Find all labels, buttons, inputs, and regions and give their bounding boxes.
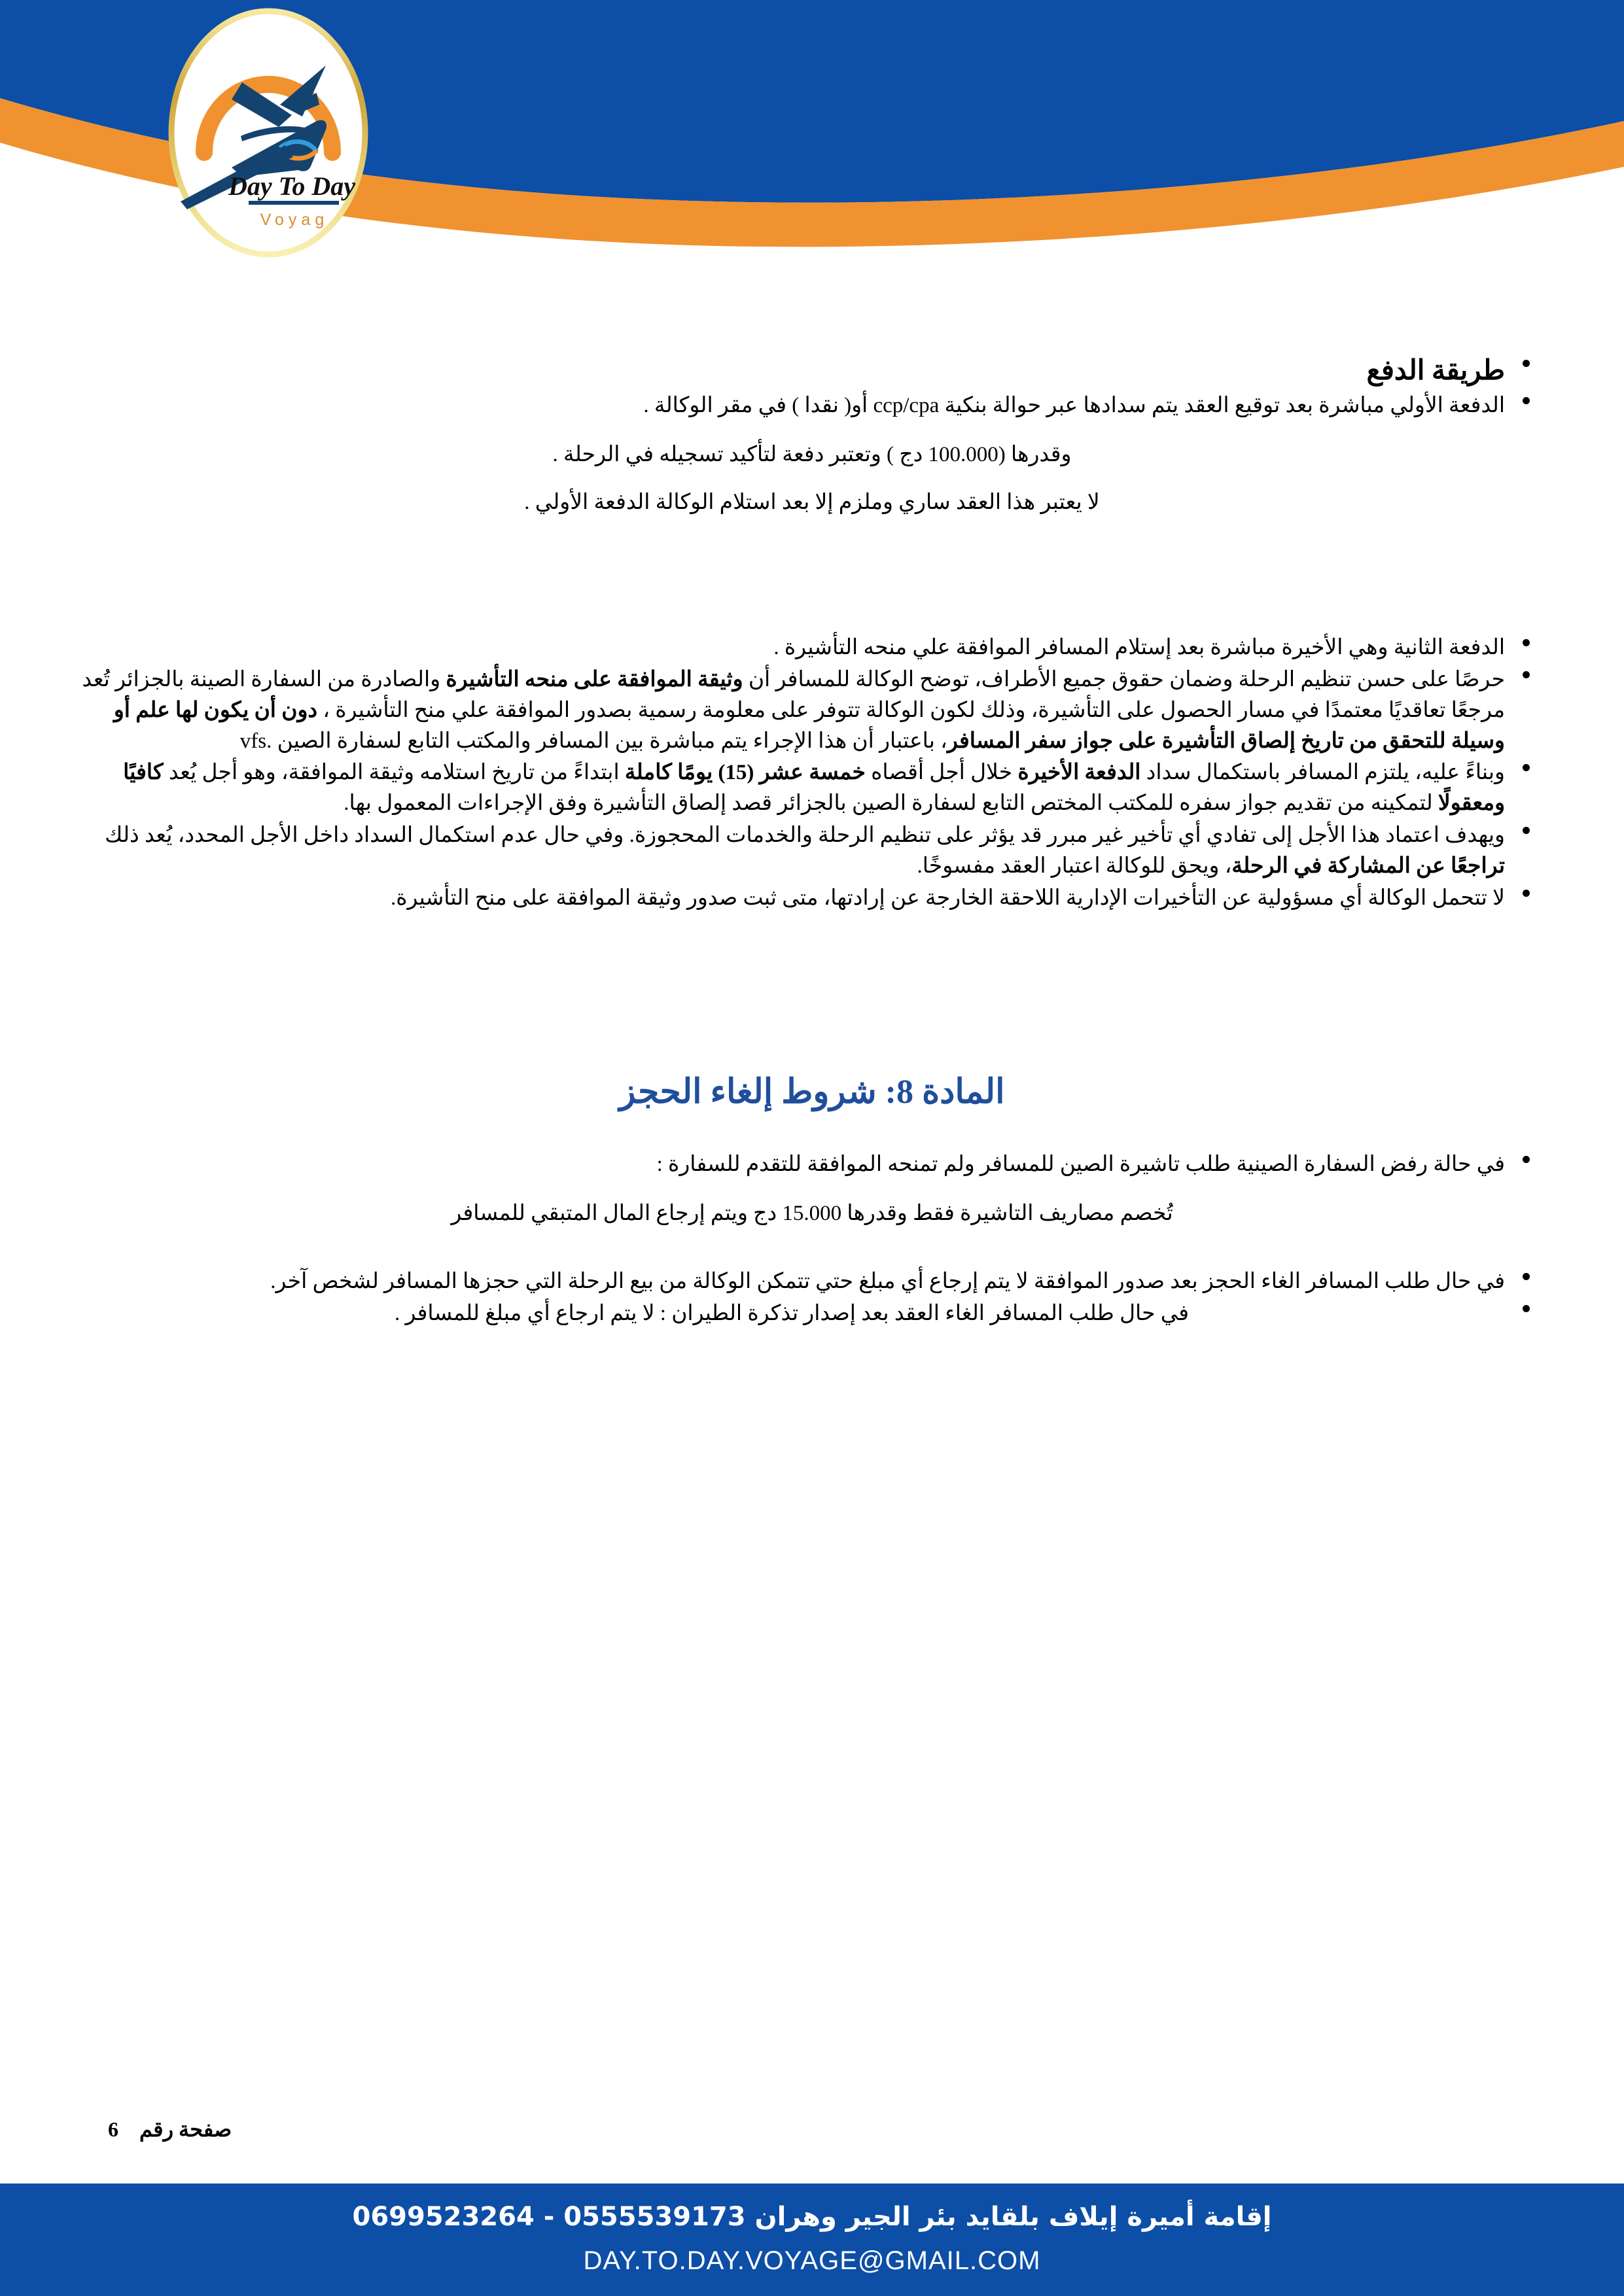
cancellation-refund-list [79, 1266, 1545, 1329]
payment-method-list [79, 353, 1545, 421]
payment-first-installment-text: الدفعة الأولي مباشرة بعد توقيع العقد يتم سدادها عبر حوالة بنكية ccp/cpa أو( نقدا ) في مقر الوكالة . [643, 394, 1505, 418]
payment-first-installment-item [79, 391, 1545, 421]
cancellation-conditions-list [79, 1149, 1545, 1180]
payment-conditions-list [79, 633, 1545, 914]
page-number-block [108, 2117, 232, 2142]
payment-second-installment-text: الدفعة الثانية وهي الأخيرة مباشرة بعد إستلام المسافر الموافقة علي منحه التأشيرة . [773, 636, 1505, 660]
payment-second-installment-item [79, 633, 1545, 663]
visa-approval-part-2: والصادرة من السفارة الصينة بالجزائر تُعد مرجعًا تعاقديًا معتمدًا في مسار الحصول على التأشيرة، وذلك لكون الوكالة تتوفر على معلومة رسمية بصدور الموافقة علي منح التأشيرة ، [82, 667, 1505, 722]
final-payment-bold-3: كافيًا ومعقولًا [123, 761, 1505, 816]
page-footer-banner [0, 2183, 1624, 2296]
page-number-label: صفحة رقم [139, 2117, 232, 2141]
article-8-heading: المادة 8: شروط إلغاء الحجز [619, 1073, 1005, 1111]
payment-heading-item [79, 353, 1545, 389]
deadline-purpose-bold-1: تراجعًا عن المشاركة في الرحلة [1231, 854, 1505, 878]
deadline-purpose-part-2: وفي حال عدم استكمال السداد داخل الأجل المحدد، يُعد ذلك [105, 824, 624, 848]
deadline-purpose-item [79, 820, 1545, 882]
final-payment-deadline-item [79, 757, 1545, 819]
footer-address-phones: إقامة أميرة إيلاف بلقايد بئر الجير وهران 0555539173 - 0699523264 [352, 2202, 1272, 2232]
payment-contract-validity-line: لا يعتبر هذا العقد ساري وملزم إلا بعد استلام الوكالة الدفعة الأولي . [524, 491, 1100, 515]
logo-brand-name: Day To Day [228, 171, 356, 201]
document-body [79, 353, 1545, 1331]
visa-approval-part-1: حرصًا على حسن تنظيم الرحلة وضمان حقوق جميع الأطراف، توضح الوكالة للمسافر أن [743, 667, 1505, 691]
deadline-purpose-part-1: ويهدف اعتماد هذا الأجل إلى تفادي أي تأخير غير مبرر قد يؤثر على تنظيم الرحلة والخدمات المحجوزة. [629, 824, 1505, 848]
agency-liability-text: لا تتحمل الوكالة أي مسؤولية عن التأخيرات الإدارية اللاحقة الخارجة عن إرادتها، متى ثبت صدور وثيقة الموافقة على منح التأشيرة. [390, 886, 1505, 910]
company-logo [164, 5, 373, 260]
final-payment-part-1: وبناءً عليه، يلتزم المسافر باستكمال سداد [1140, 761, 1505, 785]
visa-approval-document-text [79, 665, 1505, 757]
visa-approval-bold-1: وثيقة الموافقة على منحه التأشيرة [446, 667, 743, 691]
visa-refusal-text: في حالة رفض السفارة الصينية طلب تاشيرة الصين للمسافر ولم تمنحه الموافقة للتقدم للسفارة : [656, 1152, 1505, 1176]
visa-refusal-item [79, 1149, 1545, 1180]
page-number-spacer [118, 2117, 139, 2141]
final-payment-part-2: خلال أجل أقصاه [865, 761, 1018, 785]
final-payment-part-4: لتمكينه من تقديم جواز سفره للمكتب المختص التابع لسفارة الصين بالجزائر قصد إلصاق التأشيرة وفق الإجراءات المعمول بها. [344, 791, 1438, 816]
logo-brand-subtitle: Voyag [260, 211, 329, 229]
deadline-purpose-part-3: ، ويحق للوكالة اعتبار العقد مفسوخًا. [917, 854, 1232, 878]
deadline-purpose-text [79, 820, 1505, 882]
visa-approval-part-3: ، باعتبار أن هذا الإجراء يتم مباشرة بين المسافر والمكتب التابع لسفارة الصين .vfs [239, 729, 947, 753]
final-payment-bold-2: خمسة عشر (15) يومًا كاملة [624, 761, 866, 785]
visa-fee-deduction-line: تُخصم مصاريف التاشيرة فقط وقدرها 15.000 دج ويتم إرجاع المال المتبقي للمسافر [451, 1201, 1173, 1225]
page-number-value: 6 [108, 2117, 118, 2141]
payment-amount-line: وقدرها (100.000 دج ) وتعتبر دفعة لتأكيد تسجيله في الرحلة . [552, 443, 1072, 467]
final-payment-bold-1: الدفعة الأخيرة [1017, 761, 1141, 785]
cancel-after-ticket-text: في حال طلب المسافر الغاء العقد بعد إصدار تذكرة الطيران : لا يتم ارجاع أي مبلغ للمسافر . [394, 1302, 1190, 1326]
visa-approval-bold-2: دون أن يكون لها علم أو وسيلة للتحقق من تاريخ إلصاق التأشيرة على جواز سفر المسافر [113, 698, 1505, 753]
page-header-banner [0, 0, 1624, 229]
cancel-after-ticket-item [79, 1298, 1545, 1329]
payment-method-heading: طريقة الدفع [1366, 356, 1505, 386]
final-payment-deadline-text [79, 757, 1505, 819]
cancel-after-approval-text: في حال طلب المسافر الغاء الحجز بعد صدور الموافقة لا يتم إرجاع أي مبلغ حتي تتمكن الوكالة من بيع الرحلة التي حجزها المسافر لشخص آخر. [270, 1270, 1505, 1294]
visa-approval-document-item [79, 665, 1545, 757]
final-payment-part-3: ابتداءً من تاريخ استلامه وثيقة الموافقة، وهو أجل يُعد [163, 761, 625, 785]
agency-liability-item [79, 883, 1545, 914]
footer-email: DAY.TO.DAY.VOYAGE@GMAIL.COM [583, 2246, 1041, 2275]
cancel-after-approval-item [79, 1266, 1545, 1297]
